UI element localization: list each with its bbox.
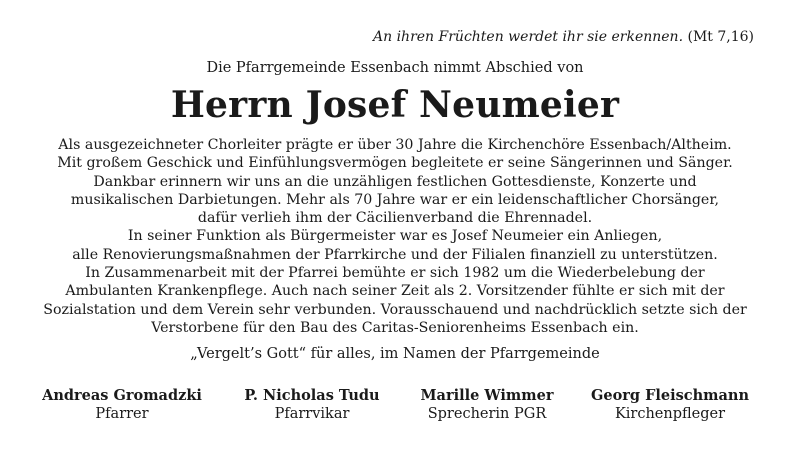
- tribute-line: Verstorbene für den Bau des Caritas-Seniorenheims Essenbach ein.: [151, 319, 639, 336]
- signature-block: [575, 386, 765, 424]
- signature-block: [27, 386, 217, 424]
- signer-name: Andreas Gromadzki: [42, 387, 202, 404]
- tribute-text: [20, 136, 770, 337]
- signatures: [20, 386, 770, 430]
- signer-role: Kirchenpfleger: [614, 406, 726, 422]
- tribute-line: Als ausgezeichneter Chorleiter prägte er über 30 Jahre die Kirchenchöre Essenbach/Altheim.: [58, 137, 732, 153]
- signer-name: Marille Wimmer: [420, 387, 554, 404]
- tribute-line: Mit großem Geschick und Einfühlungsvermögen begleitete er seine Sängerinnen und Sänger.: [57, 155, 733, 172]
- bible-quote: [373, 27, 754, 47]
- tribute-line: Dankbar erinnern wir uns an die unzähligen festlichen Gottesdienste, Konzerte und: [93, 173, 697, 190]
- quote-reference: (Mt 7,16): [687, 29, 754, 45]
- intro-line: Die Pfarrgemeinde Essenbach nimmt Abschied von: [206, 60, 584, 76]
- tribute-line: alle Renovierungsmaßnahmen der Pfarrkirche und der Filialen finanziell zu unterstützen.: [72, 246, 718, 263]
- tribute-line: dafür verlieh ihm der Cäcilienverband die Ehrennadel.: [197, 210, 593, 227]
- signer-role: Pfarrvikar: [274, 406, 350, 422]
- tribute-line: In Zusammenarbeit mit der Pfarrei bemühte er sich 1982 um die Wiederbelebung der: [85, 265, 705, 282]
- signer-name: P. Nicholas Tudu: [244, 387, 380, 404]
- deceased-name: Herrn Josef Neumeier: [170, 84, 620, 126]
- quote-text: An ihren Früchten werdet ihr sie erkennen.: [373, 29, 684, 45]
- tribute-line: musikalischen Darbietungen. Mehr als 70 Jahre war er ein leidenschaftlicher Chorsänger,: [70, 191, 720, 208]
- signature-block: [217, 386, 407, 424]
- closing-line: „Vergelt’s Gott“ für alles, im Namen der Pfarrgemeinde: [190, 346, 600, 362]
- signer-role: Pfarrer: [95, 406, 149, 422]
- tribute-line: Ambulanten Krankenpflege. Auch nach seiner Zeit als 2. Vorsitzender fühlte er sich mit der: [65, 283, 725, 300]
- tribute-line: In seiner Funktion als Bürgermeister war es Josef Neumeier ein Anliegen,: [127, 228, 663, 245]
- signature-block: [392, 386, 582, 424]
- signer-role: Sprecherin PGR: [427, 406, 547, 422]
- signer-name: Georg Fleischmann: [591, 387, 749, 404]
- tribute-line: Sozialstation und dem Verein sehr verbunden. Vorausschauend und nachdrücklich setzte sich der: [43, 301, 747, 318]
